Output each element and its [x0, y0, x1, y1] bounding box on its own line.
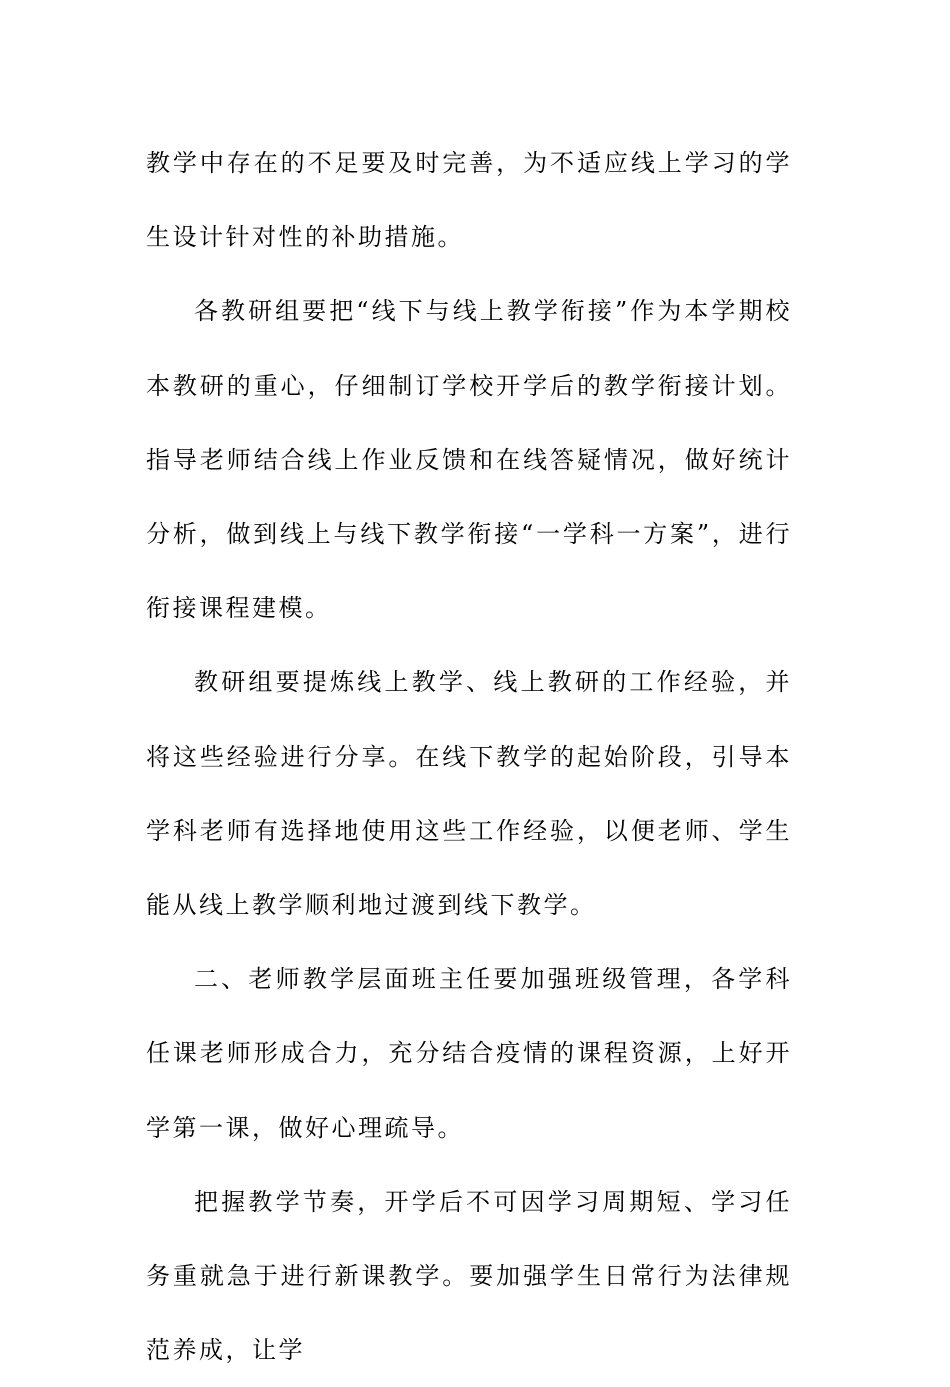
paragraph-continuation: 教学中存在的不足要及时完善，为不适应线上学习的学生设计针对性的补助措施。 — [146, 149, 792, 252]
paragraph-teacher-level: 二、老师教学层面班主任要加强班级管理，各学科任课老师形成合力，充分结合疫情的课程资源，上好开学第一课，做好心理疏导。 — [146, 965, 792, 1142]
document-body — [146, 126, 792, 1387]
paragraph-teaching-research-groups: 各教研组要把“线下与线上教学衔接”作为本学期校本教研的重心，仔细制订学校开学后的教学衔接计划。指导老师结合线上作业反馈和在线答疑情况，做好统计分析，做到线上与线下教学衔接“一学科一方案”，进行衔接课程建模。 — [146, 297, 792, 623]
paragraph-experience-sharing: 教研组要提炼线上教学、线上教研的工作经验，并将这些经验进行分享。在线下教学的起始阶段，引导本学科老师有选择地使用这些工作经验，以便老师、学生能从线上教学顺利地过渡到线下教学。 — [146, 668, 792, 920]
paragraph-teaching-rhythm: 把握教学节奏，开学后不可因学习周期短、学习任务重就急于进行新课教学。要加强学生日常行为法律规范养成，让学 — [146, 1187, 792, 1365]
